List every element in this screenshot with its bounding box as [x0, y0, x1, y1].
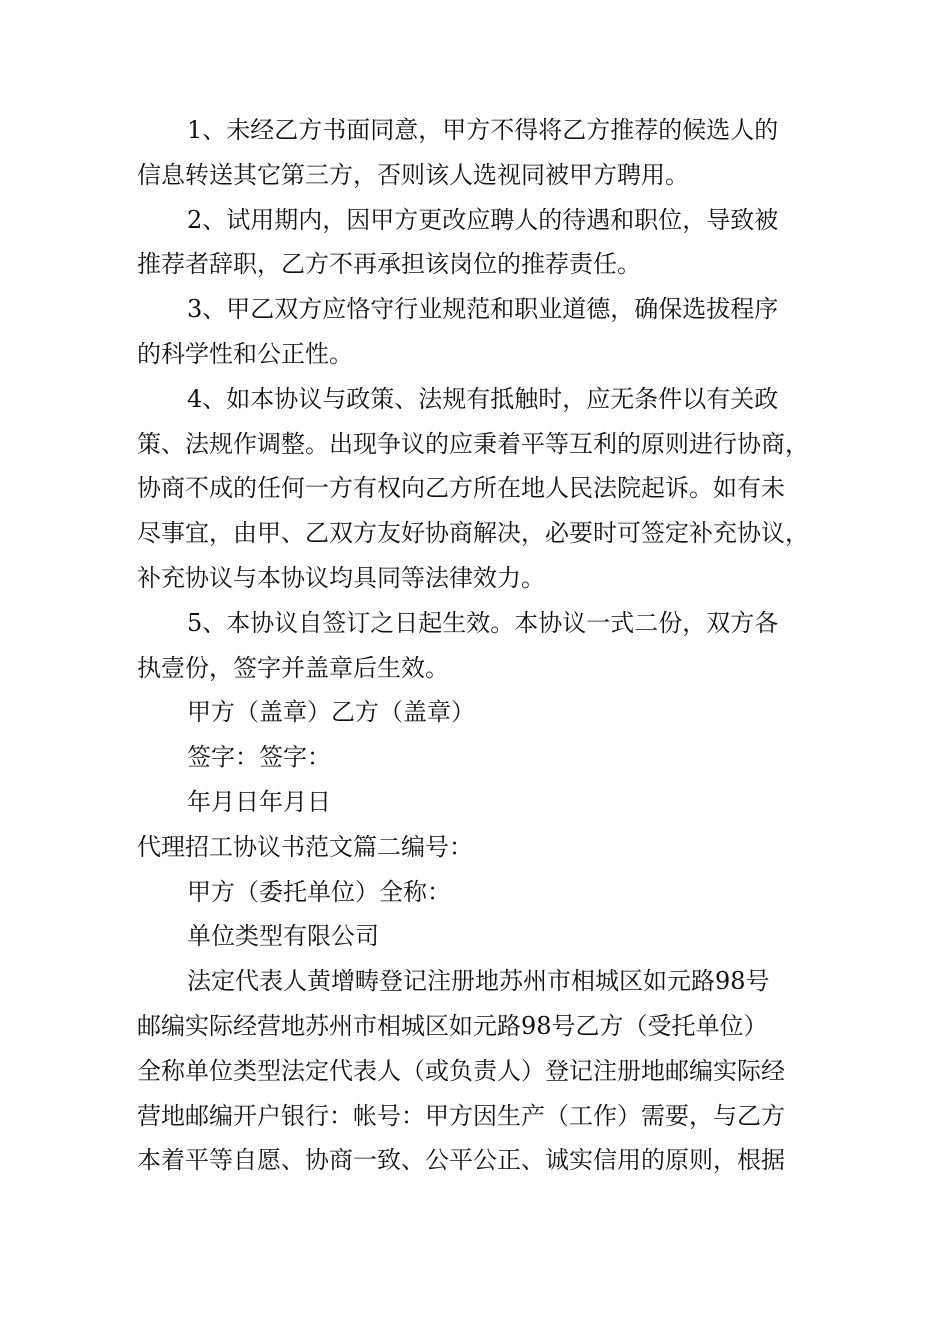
text-line: 尽事宜，由甲、乙双方友好协商解决，必要时可签定补充协议，: [137, 519, 809, 548]
text-line: 策、法规作调整。出现争议的应秉着平等互利的原则进行协商，: [137, 429, 809, 458]
text-line: 3、甲乙双方应恪守行业规范和职业道德，确保选拔程序: [187, 295, 779, 324]
text-line: 5、本协议自签订之日起生效。本协议一式二份，双方各: [187, 608, 779, 637]
text-line: 签字：签字：: [187, 743, 331, 772]
text-line: 年月日年月日: [187, 787, 331, 816]
text-line: 法定代表人黄增畴登记注册地苏州市相城区如元路98号: [187, 967, 770, 996]
text-line: 甲方（盖章）乙方（盖章）: [187, 698, 475, 727]
text-line: 执壹份，签字并盖章后生效。: [137, 653, 449, 682]
document-body: [137, 108, 827, 1183]
text-line: 推荐者辞职，乙方不再承担该岗位的推荐责任。: [137, 250, 641, 279]
text-line: 2、试用期内，因甲方更改应聘人的待遇和职位，导致被: [187, 205, 779, 234]
text-line: 信息转送其它第三方，否则该人选视同被甲方聘用。: [137, 160, 689, 189]
text-line: 全称单位类型法定代表人（或负责人）登记注册地邮编实际经: [137, 1056, 785, 1085]
text-line: 本着平等自愿、协商一致、公平公正、诚实信用的原则，根据: [137, 1146, 785, 1175]
text-line: 4、如本协议与政策、法规有抵触时，应无条件以有关政: [187, 384, 779, 413]
text-line: 补充协议与本协议均具同等法律效力。: [137, 563, 545, 592]
text-line: 1、未经乙方书面同意，甲方不得将乙方推荐的候选人的: [187, 116, 779, 144]
text-line: 单位类型有限公司: [187, 922, 379, 951]
text-line: 协商不成的任何一方有权向乙方所在地人民法院起诉。如有未: [137, 474, 785, 503]
text-line: 营地邮编开户银行：帐号：甲方因生产（工作）需要，与乙方: [137, 1101, 785, 1130]
text-line: 邮编实际经营地苏州市相城区如元路98号乙方（受托单位）: [137, 1011, 768, 1040]
text-line: 甲方（委托单位）全称：: [187, 877, 451, 906]
text-line: 代理招工协议书范文篇二编号：: [137, 832, 473, 861]
text-line: 的科学性和公正性。: [137, 339, 353, 368]
